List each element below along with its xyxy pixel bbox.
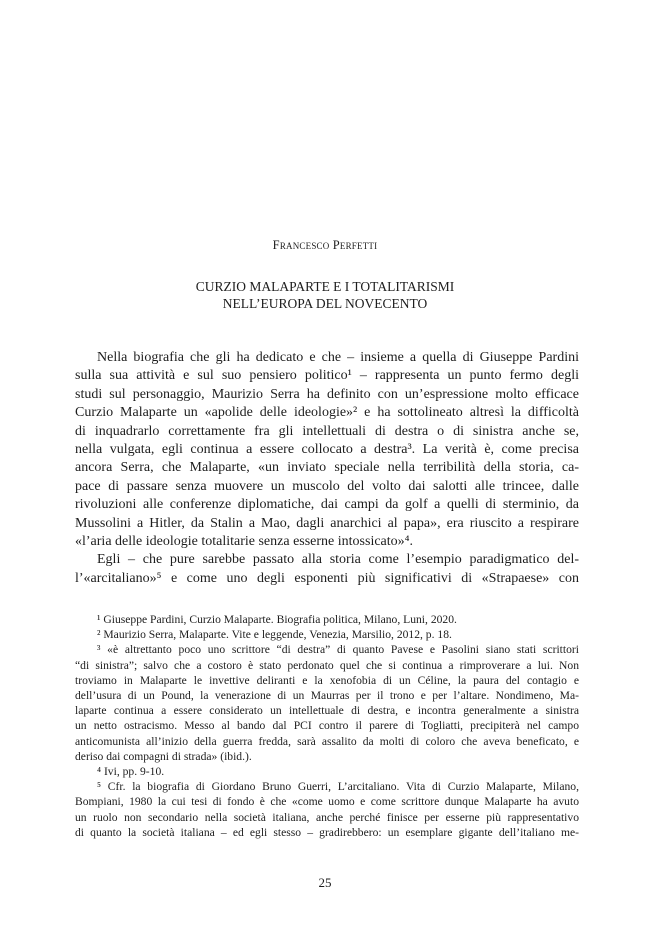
body-line: «l’aria delle ideologie totalitarie senza esserne intossicato»⁴. xyxy=(75,534,414,550)
body-line: studi sul personaggio, Maurizio Serra ha definito con un’espressione molto efficace xyxy=(75,386,579,402)
body-line: ancora Serra, che Malaparte, «un inviato speciale nella terribilità della storia, ca- xyxy=(75,460,579,476)
article-title xyxy=(0,278,650,312)
title-line-1: CURZIO MALAPARTE E I TOTALITARISMI xyxy=(195,279,455,294)
body-line: pace di passare senza muovere un muscolo del volto dai salotti alle trincee, dalle xyxy=(75,478,579,494)
footnote-line: troviamo in Malaparte le invettive deliranti e la xenofobia di un Céline, la paura del contagio e xyxy=(75,673,579,687)
footnote-line: laparte continua a essere considerato un intellettuale di destra, e incontra generalmente a sinistra xyxy=(75,704,579,718)
author-name: Francesco Perfetti xyxy=(272,238,378,252)
body-text xyxy=(75,349,579,588)
footnote-line: deriso dai compagni di strada» (ibid.). xyxy=(75,749,252,763)
footnote-line: ³ «è altrettanto poco uno scrittore “di destra” di quanto Pavese e Pasolini siano stati scrittori xyxy=(97,643,579,657)
body-line: l’«arcitaliano»⁵ e come uno degli esponenti più significativi di «Strapaese» con xyxy=(75,570,579,586)
body-line: Nella biografia che gli ha dedicato e che – insieme a quella di Giuseppe Pardini xyxy=(97,350,579,365)
title-line-2: NELL’EUROPA DEL NOVECENTO xyxy=(222,296,428,311)
body-line: Mussolini a Hitler, da Stalin a Mao, dagli anarchici al papa», era riuscito a respirare xyxy=(75,515,579,531)
body-line: Curzio Malaparte un «apolide delle ideologie»² e ha sottolineato altresì la difficoltà xyxy=(75,405,579,421)
footnote-line: di quanto la società italiana – ed egli stesso – gradirebbero: un esemplare gigante dell’italiano me- xyxy=(75,825,579,839)
body-line: Egli – che pure sarebbe passato alla storia come l’esempio paradigmatico del- xyxy=(97,552,579,568)
footnote-line: ² Maurizio Serra, Malaparte. Vite e leggende, Venezia, Marsilio, 2012, p. 18. xyxy=(97,628,452,642)
footnote-line: ⁵ Cfr. la biografia di Giordano Bruno Guerri, L’arcitaliano. Vita di Curzio Malaparte, Milano, xyxy=(97,780,579,794)
footnote-line: ⁴ Ivi, pp. 9-10. xyxy=(97,765,165,779)
footnote-line: “di sinistra”; salvo che a costoro è stato perdonato quel che si continua a rimproverare a lui. Non xyxy=(75,658,579,672)
body-line: rivoluzioni alle conferenze diplomatiche, dai campi da golf a quelli di sterminio, da xyxy=(75,497,579,513)
page-number: 25 xyxy=(318,875,332,890)
footnotes xyxy=(75,612,579,840)
footnote-line: anticomunista all’inizio della guerra fredda, sarà assalito da molti di coloro che aveva beneficato, e xyxy=(75,734,579,748)
body-line: nella vulgata, egli continua a essere collocato a destra³. La verità è, come precisa xyxy=(75,442,579,458)
footnote-line: ¹ Giuseppe Pardini, Curzio Malaparte. Biografia politica, Milano, Luni, 2020. xyxy=(97,613,457,626)
body-line: sulla sua attività e sul suo pensiero politico¹ – rappresenta un punto fermo degli xyxy=(75,368,579,384)
footnote-line: Bompiani, 1980 la cui tesi di fondo è che «come uomo e come scrittore dunque Malaparte ha avuto xyxy=(75,795,579,809)
footnote-line: dell’usura di un Pound, la venerazione di un Maurras per il trono e per l’altare. Nondimeno, Ma- xyxy=(75,689,579,703)
footnote-line: un ruolo non secondario nella società italiana, anche perché finisce per esserne più rappresentativo xyxy=(75,810,579,824)
footnote-line: un netto ostracismo. Messo al bando dal PCI contro il parere di Togliatti, precipiterà nel campo xyxy=(75,719,579,733)
body-line: di inquadrarlo correttamente fra gli intellettuali di destra o di sinistra anche se, xyxy=(75,423,579,439)
